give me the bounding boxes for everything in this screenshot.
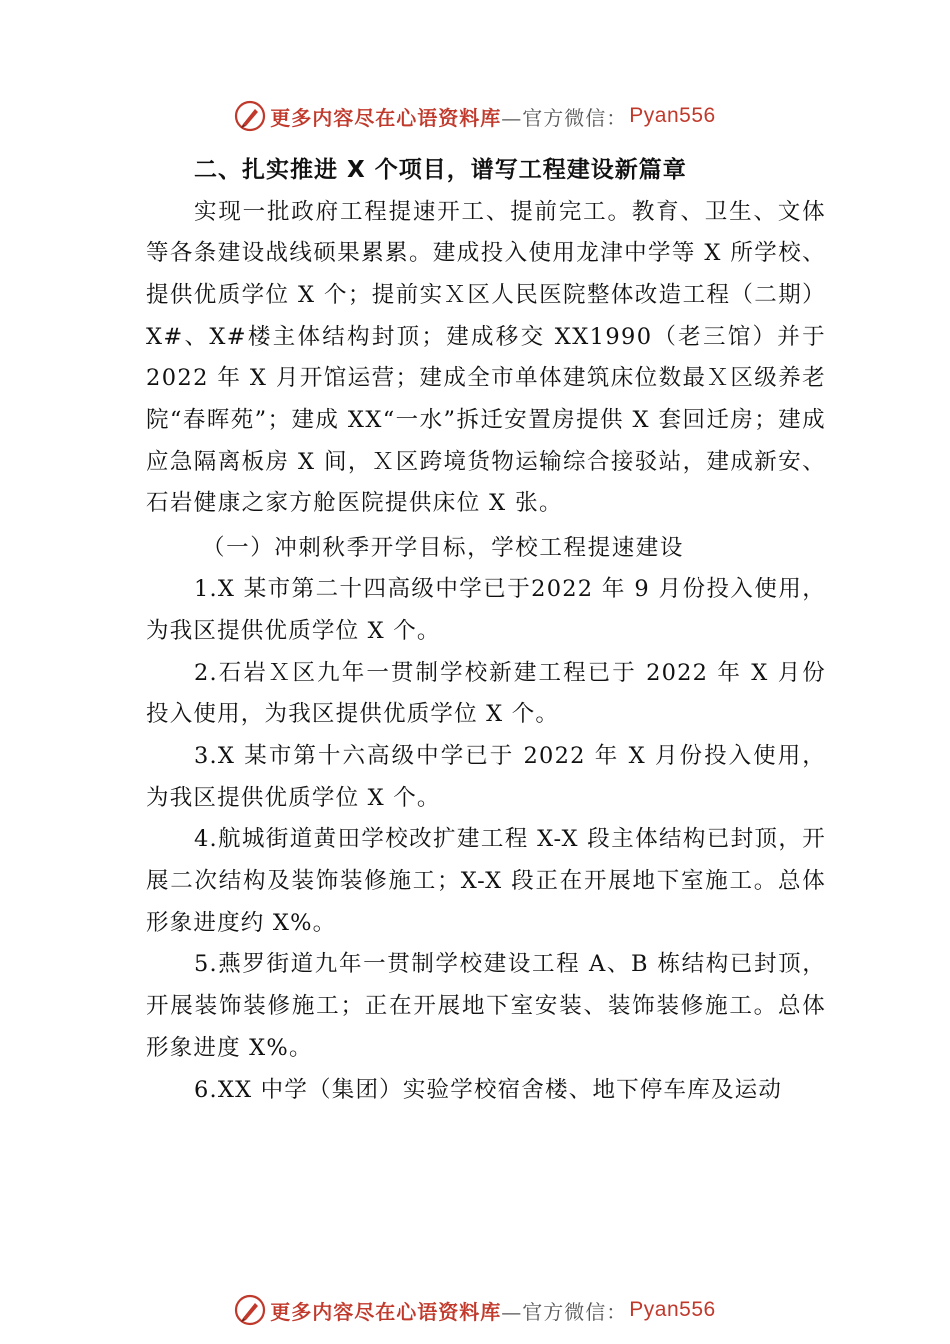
pen-logo-icon [234, 1294, 266, 1326]
section-heading: 二、扎实推进 X 个项目，谱写工程建设新篇章 [194, 157, 687, 183]
pen-logo-icon [234, 100, 266, 132]
watermark-separator: —官方微信： [501, 1299, 628, 1324]
list-item: 5.燕罗街道九年一贯制学校建设工程 A、B 栋结构已封顶，开展装饰装修施工；正在开展地下室安装、装饰装修施工。总体形象进度 X%。 [146, 951, 826, 1061]
watermark-brand: 更多内容尽在心语资料库 [270, 1299, 502, 1324]
document-body [146, 150, 826, 1111]
watermark-wechat-id: Pyan556 [629, 1298, 716, 1321]
list-item: 1.X 某市第二十四高级中学已于2022 年 9 月份投入使用，为我区提供优质学位 X 个。 [146, 576, 826, 644]
watermark-wechat-id: Pyan556 [629, 104, 716, 127]
list-item: 6.XX 中学（集团）实验学校宿舍楼、地下停车库及运动 [194, 1076, 783, 1103]
watermark-header [0, 96, 950, 136]
list-item: 4.航城街道黄田学校改扩建工程 X-X 段主体结构已封顶，开展二次结构及装饰装修施工；X-X 段正在开展地下室施工。总体形象进度约 X%。 [146, 826, 826, 936]
intro-paragraph: 实现一批政府工程提速开工、提前完工。教育、卫生、文体等各条建设战线硕果累累。建成投入使用龙津中学等 X 所学校、提供优质学位 X 个；提前实Ｘ区人民医院整体改造工程（二期）X#、X#楼主体结构封顶；建成移交 XX1990（老三馆）并于 2022 年 X 月开馆运营；建成全市单体建筑床位数最Ｘ区级养老院“春晖苑”；建成 XX“一水”拆迁安置房提供 X 套回迁房；建成应急隔离板房 X 间，Ｘ区跨境货物运输综合接驳站，建成新安、石岩健康之家方舱医院提供床位 X 张。 [146, 198, 826, 517]
watermark-brand: 更多内容尽在心语资料库 [270, 105, 502, 130]
list-item: 3.X 某市第十六高级中学已于 2022 年 X 月份投入使用，为我区提供优质学位 X 个。 [146, 742, 826, 811]
watermark-footer [0, 1290, 950, 1330]
watermark-separator: —官方微信： [501, 105, 628, 130]
subsection-heading: （一）冲刺秋季开学目标，学校工程提速建设 [202, 535, 685, 562]
list-item: 2.石岩Ｘ区九年一贯制学校新建工程已于 2022 年 X 月份投入使用，为我区提供优质学位 X 个。 [146, 659, 826, 728]
